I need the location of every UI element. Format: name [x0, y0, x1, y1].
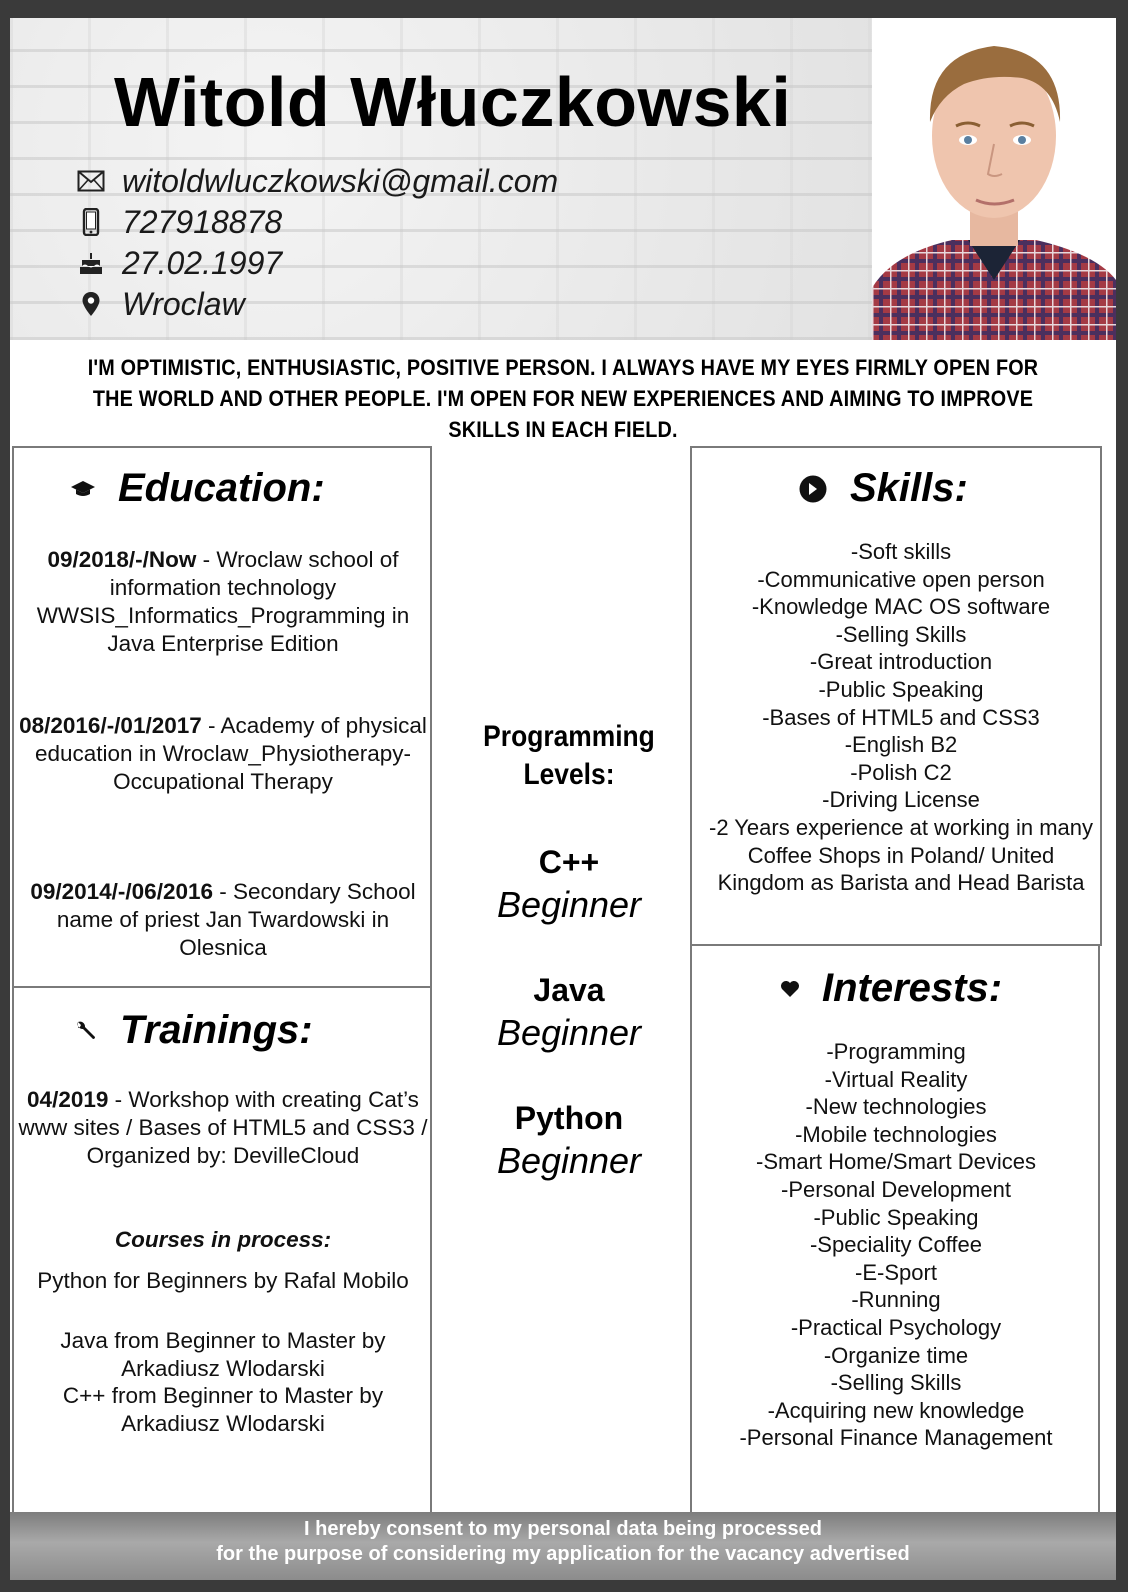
- education-heading: Education:: [70, 466, 325, 511]
- courses-heading: Courses in process:: [114, 1227, 332, 1252]
- header-brick-background: [10, 18, 872, 340]
- programming-title-line1: Programming: [483, 720, 655, 753]
- interest-item: -Mobile technologies: [795, 1121, 997, 1147]
- language-name: C++: [538, 844, 600, 880]
- interest-item: -New technologies: [805, 1094, 987, 1120]
- interest-item: -Personal Development: [781, 1176, 1011, 1202]
- consent-line-2: for the purpose of considering my application for the vacancy advertised: [216, 1543, 910, 1565]
- interest-item: -Acquiring new knowledge: [767, 1397, 1025, 1423]
- course-item: Python for Beginners by Rafal Mobilo: [37, 1268, 409, 1293]
- skill-item: -Great introduction: [809, 649, 993, 675]
- skill-item: -Knowledge MAC OS software: [751, 594, 1051, 620]
- graduation-cap-icon: [70, 479, 96, 499]
- arrow-circle-icon: [798, 474, 828, 504]
- wrench-icon: [74, 1019, 98, 1043]
- programming-levels: [438, 718, 700, 1181]
- email-text[interactable]: witoldwluczkowski@gmail.com: [122, 162, 559, 199]
- interest-item: -Smart Home/Smart Devices: [756, 1149, 1036, 1175]
- training-item: 04/2019 - Workshop with creating Cat’s www sites / Bases of HTML5 and CSS3 / Organized by: DevilleCloud: [18, 1087, 428, 1168]
- programming-title-line2: Levels:: [523, 758, 615, 791]
- interests-section: [690, 944, 1100, 1514]
- skill-item: -Communicative open person: [757, 566, 1045, 592]
- trainings-section: [12, 986, 432, 1514]
- cv-page: [10, 18, 1116, 1580]
- interest-item: -Organize time: [823, 1342, 969, 1368]
- interest-item: -Programming: [826, 1039, 966, 1064]
- education-item: 08/2016/-/01/2017 - Academy of physical education in Wroclaw_Physiotherapy-Occupational Therapy: [19, 713, 427, 794]
- education-item: 09/2018/-/Now - Wroclaw school of information technology WWSIS_Informatics_Programming in Java Enterprise Edition: [36, 547, 410, 656]
- contact-birthdate: [76, 243, 776, 283]
- interests-heading: Interests:: [780, 966, 1002, 1011]
- location-text: Wroclaw: [122, 285, 245, 322]
- interest-item: -Practical Psychology: [790, 1314, 1002, 1340]
- skills-list: [706, 538, 1096, 897]
- course-item: C++ from Beginner to Master by Arkadiusz Wlodarski: [62, 1383, 384, 1436]
- envelope-icon: [76, 166, 106, 196]
- profile-photo: [872, 18, 1116, 340]
- interest-item: -Speciality Coffee: [809, 1232, 982, 1258]
- interest-item: -Virtual Reality: [824, 1066, 968, 1092]
- skill-item: -2 Years experience at working in many Coffee Shops in Poland/ United Kingdom as Barista and Head Barista: [709, 814, 1093, 896]
- language-name: Java: [533, 972, 605, 1008]
- phone-icon: [76, 207, 106, 237]
- phone-text: 727918878: [122, 203, 283, 240]
- interest-item: -E-Sport: [855, 1259, 937, 1285]
- consent-line-1: I hereby consent to my personal data being processed: [304, 1518, 822, 1540]
- intro-statement: I'M OPTIMISTIC, ENTHUSIASTIC, POSITIVE PERSON. I ALWAYS HAVE MY EYES FIRMLY OPEN FOR THE WORLD AND OTHER PEOPLE. I'M OPEN FOR NEW EXPERIENCES AND AIMING TO IMPROVE SKILLS IN EACH FIELD.: [87, 355, 1039, 442]
- skill-item: -Public Speaking: [818, 676, 984, 702]
- contact-location: [76, 284, 776, 324]
- birthdate-text: 27.02.1997: [122, 244, 283, 281]
- interest-item: -Personal Finance Management: [739, 1425, 1053, 1451]
- language-level: Beginner: [496, 1012, 642, 1053]
- education-item: 09/2014/-/06/2016 - Secondary School name of priest Jan Twardowski in Olesnica: [30, 879, 416, 960]
- interest-item: -Running: [851, 1287, 941, 1313]
- contact-phone: [76, 202, 776, 242]
- skill-item: -Bases of HTML5 and CSS3: [762, 704, 1040, 730]
- course-item: Java from Beginner to Master by Arkadiusz Wlodarski: [60, 1328, 386, 1381]
- language-level: Beginner: [496, 1140, 642, 1181]
- language-name: Python: [514, 1100, 624, 1136]
- trainings-heading: Trainings:: [74, 1008, 313, 1053]
- heart-icon: [780, 980, 800, 998]
- birthday-cake-icon: [76, 248, 106, 278]
- consent-footer: [10, 1512, 1116, 1580]
- interests-list: [696, 1038, 1096, 1452]
- interest-item: -Public Speaking: [813, 1204, 979, 1230]
- skill-item: -English B2: [844, 732, 958, 758]
- education-section: [12, 446, 432, 988]
- location-pin-icon: [76, 289, 106, 319]
- person-name: Witold Włuczkowski: [114, 63, 792, 141]
- skill-item: -Selling Skills: [835, 621, 967, 647]
- language-level: Beginner: [496, 884, 642, 925]
- skills-heading: Skills:: [798, 466, 968, 511]
- skills-section: [690, 446, 1102, 946]
- skill-item: -Polish C2: [850, 759, 952, 785]
- skill-item: -Driving License: [822, 787, 980, 813]
- interest-item: -Selling Skills: [830, 1370, 962, 1396]
- contact-email: [76, 161, 776, 201]
- skill-item: -Soft skills: [850, 539, 952, 564]
